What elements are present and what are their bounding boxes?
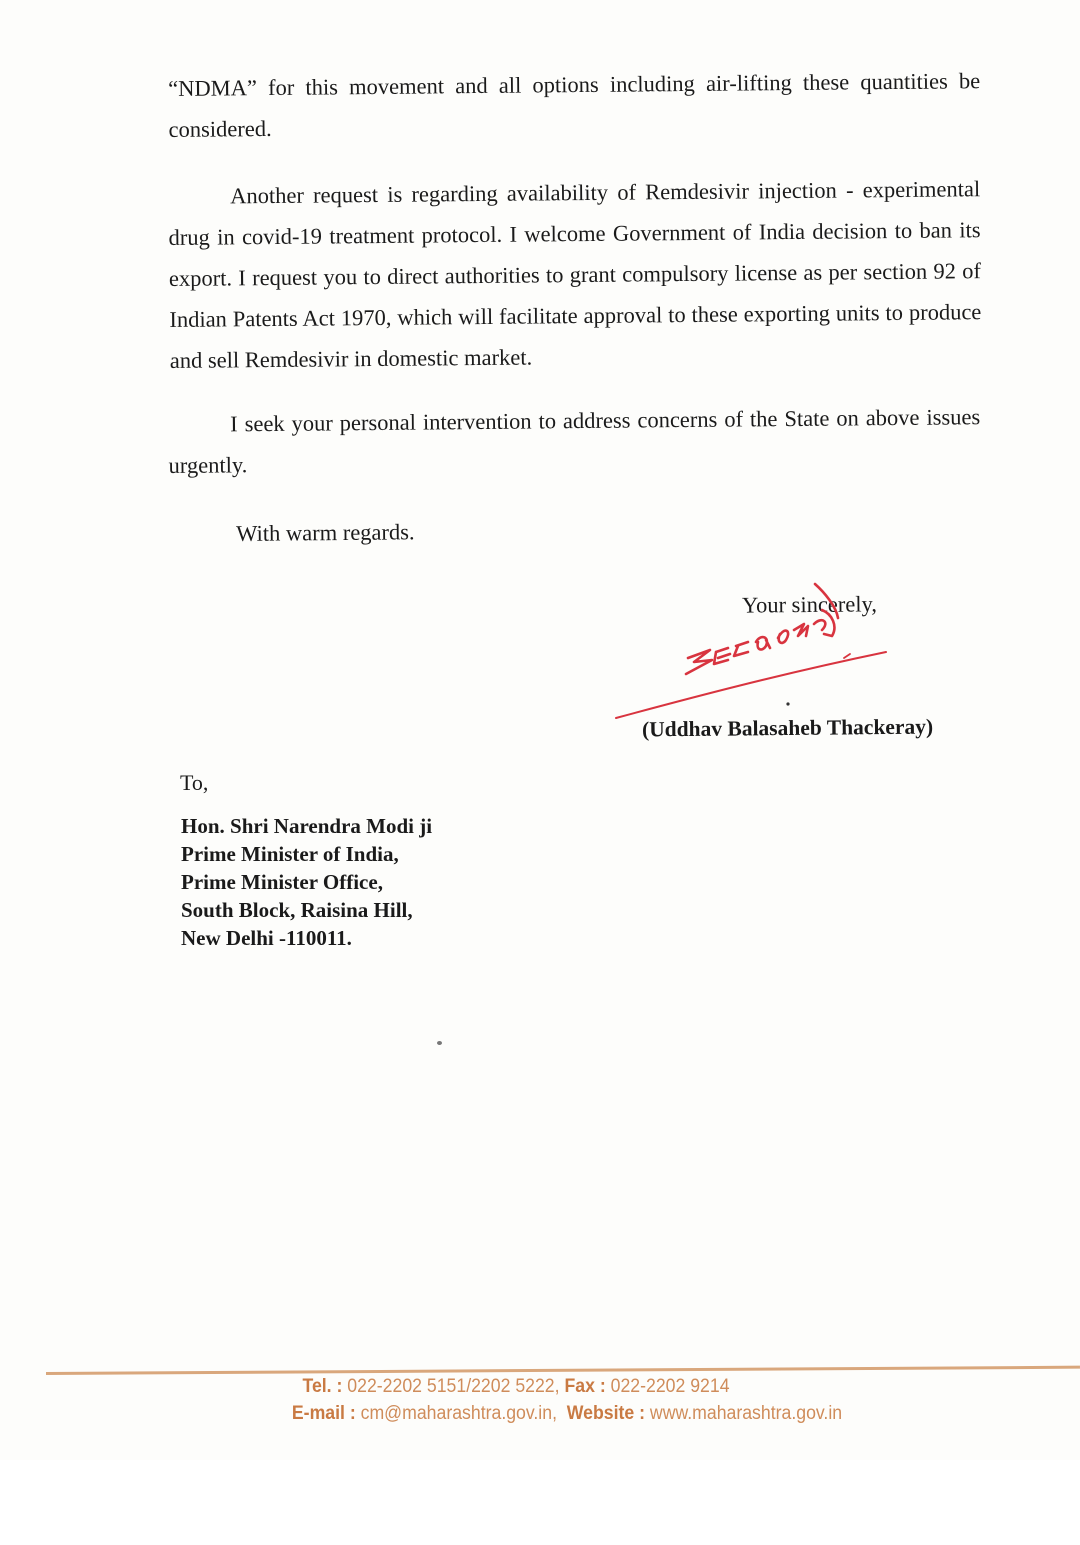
paragraph-remdesivir-request: Another request is regarding availability of Remdesivir injection - experimental drug in covid-19 treatment protocol. I welcome Government of India decision to ban its export. I request you to direct authorities to grant compulsory license as per section 92 of Indian Patents Act 1970, which will facilitate approval to these exporting units to produce and sell Remdesivir in domestic market. [168, 176, 982, 373]
signer-name: (Uddhav Balasaheb Thackeray) [641, 714, 934, 742]
email-label: E-mail : [291, 1403, 356, 1424]
address-line: Prime Minister of India, [181, 842, 399, 866]
website-link[interactable]: www.maharashtra.gov.in [649, 1403, 843, 1424]
website-label: Website : [566, 1403, 646, 1424]
address-line: New Delhi -110011. [181, 926, 352, 950]
paragraph-regards: With warm regards. [236, 519, 415, 546]
footer-divider [46, 1366, 1080, 1375]
address-line: Prime Minister Office, [181, 870, 383, 894]
footer-contact-phone [14, 1376, 1018, 1398]
paragraph-ndma: “NDMA” for this movement and all options including air-lifting these quantities be considered. [168, 68, 981, 142]
recipient-address [181, 812, 432, 952]
recipient-to-label: To, [180, 770, 209, 795]
address-line: South Block, Raisina Hill, [181, 898, 413, 922]
email-link[interactable]: cm@maharashtra.gov.in, [360, 1403, 557, 1424]
handwritten-signature-icon [610, 570, 900, 730]
tel-value: 022-2202 5151/2202 5222, [347, 1376, 560, 1397]
fax-label: Fax : [564, 1376, 606, 1397]
address-line: Hon. Shri Narendra Modi ji [181, 814, 433, 838]
footer-contact-web [65, 1403, 1069, 1425]
fax-value: 022-2202 9214 [610, 1376, 730, 1397]
scan-speck [437, 1041, 442, 1045]
closing-salutation: Your sincerely, [741, 591, 878, 618]
tel-label: Tel. : [302, 1376, 343, 1397]
paragraph-intervention: I seek your personal intervention to address concerns of the State on above issues urgently. [168, 404, 981, 478]
